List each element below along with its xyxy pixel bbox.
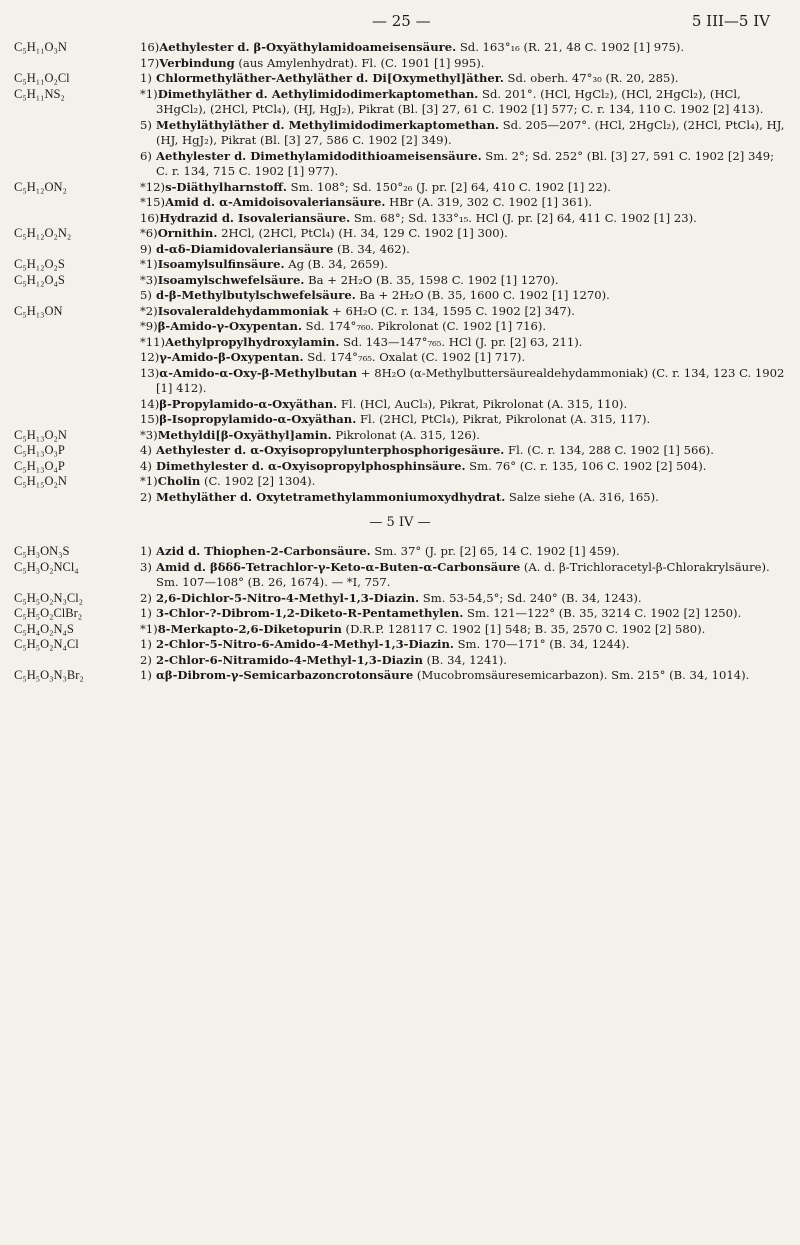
formula: C₅H₁₂O₂N₂ (14, 226, 72, 240)
formula: C₅H₁₃O₂N (14, 427, 67, 442)
compound-details: Sm. 170—171° (B. 34, 1244). (453, 637, 630, 651)
compound-details: Fl. (C. r. 134, 288 C. 1902 [1] 566). (504, 443, 714, 457)
compound-details: Sm. 108°; Sd. 150°₂₆ (J. pr. [2] 64, 410 C. 1902 [1] 22). (286, 179, 611, 194)
compound-item (140, 560, 786, 591)
compound-item (140, 211, 786, 227)
compound-name: γ-Amido-β-Oxypentan. (159, 350, 304, 364)
compound-item (140, 443, 786, 459)
compound-item (140, 257, 786, 273)
compound-name: Methyldi[β-Oxyäthyl]amin. (157, 427, 332, 442)
compound-name: d-β-Methylbutylschwefelsäure. (156, 288, 356, 302)
item-number: *1) (140, 621, 158, 636)
compound-item (140, 304, 786, 320)
item-number: *1) (140, 257, 158, 271)
item-number: 16) (140, 40, 160, 54)
formula: C₅H₅O₂N₄Cl (14, 637, 79, 651)
section-5-iii (14, 40, 786, 505)
item-number: 1) (140, 606, 152, 620)
compound-details: Sd. 174°₇₆₅. Oxalat (C. 1902 [1] 717). (303, 350, 526, 364)
compound-name: Methyläther d. Oxytetramethylammoniumoxydhydrat. (156, 489, 506, 504)
item-number: 5) (140, 288, 152, 302)
formula-entry (14, 606, 786, 622)
compound-item (140, 606, 786, 622)
compound-list (140, 622, 786, 638)
compound-details: Sm. 37° (J. pr. [2] 65, 14 C. 1902 [1] 459). (370, 544, 620, 558)
formula-entry (14, 544, 786, 560)
compound-list (140, 606, 786, 622)
compound-details: Sd. 174°₇₆₀. Pikrolonat (C. 1902 [1] 716). (302, 319, 547, 333)
compound-details: Sm. 53-54,5°; Sd. 240° (B. 34, 1243). (419, 590, 642, 605)
item-number: 6) (140, 148, 152, 163)
item-number: *11) (140, 334, 166, 349)
compound-list (140, 668, 786, 684)
compound-item (140, 242, 786, 258)
formula-entry (14, 560, 786, 591)
compound-list (140, 40, 786, 71)
compound-list (140, 443, 786, 459)
compound-list (140, 273, 786, 304)
compound-details: Sd. 205—207°. (HCl, 2HgCl₂), (2HCl, PtCl₄), HJ, (HJ, HgJ₂), Pikrat (Bl. [3] 27, 586 C. 1902 [2] 349). (156, 117, 785, 147)
compound-name: 2-Chlor-5-Nitro-6-Amido-4-Methyl-1,3-Diazin. (156, 637, 454, 651)
compound-list (140, 87, 786, 180)
formula: C₅H₁₁O₂Cl (14, 71, 70, 85)
formula-entry (14, 273, 786, 304)
item-number: *12) (140, 179, 166, 194)
compound-name: 3-Chlor-?-Dibrom-1,2-Diketo-R-Pentamethylen. (156, 606, 464, 620)
formula-entry (14, 304, 786, 428)
item-number: *3) (140, 427, 158, 442)
formula: C₅H₁₂O₂S (14, 257, 65, 271)
compound-list (140, 71, 786, 87)
item-number: 3) (140, 559, 152, 574)
compound-details: Pikrolonat (A. 315, 126). (331, 427, 480, 442)
formula: C₅H₅O₂N₃Cl₂ (14, 590, 84, 605)
item-number: 1) (140, 71, 152, 85)
formula-entry (14, 428, 786, 444)
compound-list (140, 257, 786, 273)
compound-item (140, 319, 786, 335)
formula: C₅H₅O₃N₃Br₂ (14, 668, 84, 682)
formula-entry (14, 443, 786, 459)
compound-item (140, 490, 786, 506)
item-number: 14) (140, 396, 160, 411)
compound-name: Aethylester d. α-Oxyisopropylunterphosphorigesäure. (156, 443, 505, 457)
item-number: *15) (140, 195, 166, 209)
compound-item (140, 273, 786, 289)
compound-name: β-Propylamido-α-Oxyäthan. (159, 396, 338, 411)
item-number: 2) (140, 590, 152, 605)
compound-details: (A. d. β-Trichloracetyl-β-Chlorakrylsäure). Sm. 107—108° (B. 26, 1674). — *I, 757. (156, 559, 770, 589)
compound-name: α-Amido-α-Oxy-β-Methylbutan (159, 365, 358, 380)
compound-details: Fl. (2HCl, PtCl₄), Pikrat, Pikrolonat (A. 315, 117). (356, 412, 651, 426)
compound-item (140, 350, 786, 366)
formula: C₅H₁₁NS₂ (14, 86, 65, 101)
compound-details: Fl. (HCl, AuCl₃), Pikrat, Pikrolonat (A. 315, 110). (337, 396, 628, 411)
formula: C₅H₁₅O₂N (14, 474, 67, 488)
formula-entry (14, 459, 786, 475)
compound-name: s-Diäthylharnstoff. (165, 179, 287, 194)
page-header (0, 10, 800, 34)
compound-item (140, 195, 786, 211)
item-number: 4) (140, 443, 152, 457)
compound-name: Aethylpropylhydroxylamin. (165, 334, 340, 349)
compound-details: + 6H₂O (C. r. 134, 1595 C. 1902 [2] 347). (328, 303, 575, 318)
item-number: 1) (140, 668, 152, 682)
formula: C₅H₅O₂ClBr₂ (14, 606, 83, 620)
compound-item (140, 56, 786, 72)
compound-list (140, 459, 786, 475)
formula-entry (14, 637, 786, 668)
item-number: *1) (140, 86, 158, 101)
compound-item (140, 40, 786, 56)
compound-list (140, 180, 786, 227)
formula-entry (14, 591, 786, 607)
compound-details: Salze siehe (A. 316, 165). (505, 489, 659, 504)
compound-list (140, 226, 786, 257)
formula-entry (14, 226, 786, 257)
section-divider: — 5 IV — (369, 515, 431, 530)
compound-name: 8-Merkapto-2,6-Diketopurin (157, 621, 342, 636)
compound-details: HBr (A. 319, 302 C. 1902 [1] 361). (385, 195, 593, 209)
item-number: 15) (140, 412, 160, 426)
item-number: 9) (140, 241, 152, 256)
formula: C₅H₁₂ON₂ (14, 179, 67, 194)
compound-name: Isoamylsulfinsäure. (157, 257, 285, 271)
compound-list (140, 544, 786, 560)
formula: C₅H₄O₂N₄S (14, 621, 74, 636)
compound-name: Hydrazid d. Isovaleriansäure. (159, 210, 351, 225)
compound-name: Amid d. βδδδ-Tetrachlor-γ-Keto-α-Buten-α-Carbonsäure (156, 559, 521, 574)
compound-name: Aethylester d. Dimethylamidodithioameisensäure. (156, 148, 482, 163)
item-number: 12) (140, 350, 160, 364)
item-number: 1) (140, 637, 152, 651)
item-number: 1) (140, 544, 152, 558)
compound-details: Ag (B. 34, 2659). (284, 257, 388, 271)
compound-name: αβ-Dibrom-γ-Semicarbazoncrotonsäure (156, 668, 414, 682)
item-number: *6) (140, 226, 158, 240)
compound-item (140, 622, 786, 638)
compound-item (140, 87, 786, 118)
compound-name: Dimethylester d. α-Oxyisopropylphosphinsäure. (156, 458, 466, 473)
compound-item (140, 653, 786, 669)
compound-item (140, 118, 786, 149)
compound-name: Azid d. Thiophen-2-Carbonsäure. (156, 544, 371, 558)
formula: C₅H₁₁O₃N (14, 40, 67, 54)
compound-item (140, 668, 786, 684)
compound-name: 2-Chlor-6-Nitramido-4-Methyl-1,3-Diazin (156, 652, 423, 667)
compound-name: Isoamylschwefelsäure. (157, 272, 305, 287)
compound-details: Sd. oberh. 47°₃₀ (R. 20, 285). (503, 71, 679, 85)
compound-details: (Mucobromsäuresemicarbazon). Sm. 215° (B. 34, 1014). (413, 668, 750, 682)
compound-details: (B. 34, 462). (333, 241, 410, 256)
compound-item (140, 397, 786, 413)
compound-name: Verbindung (159, 55, 235, 70)
compound-list (140, 474, 786, 505)
compound-item (140, 180, 786, 196)
formula-entry (14, 180, 786, 227)
compound-list (140, 560, 786, 591)
compound-item (140, 459, 786, 475)
compound-item (140, 412, 786, 428)
formula: C₅H₃O₂NCl₄ (14, 559, 79, 574)
compound-item (140, 366, 786, 397)
compound-details: Ba + 2H₂O (B. 35, 1600 C. 1902 [1] 1270). (355, 288, 610, 302)
section-5-iv (14, 544, 786, 684)
compound-item (140, 335, 786, 351)
item-number: *2) (140, 303, 158, 318)
compound-details: (aus Amylenhydrat). Fl. (C. 1901 [1] 995). (234, 55, 485, 70)
formula-entry (14, 257, 786, 273)
compound-name: Ornithin. (157, 226, 218, 240)
compound-details: Sm. 121—122° (B. 35, 3214 C. 1902 [2] 1250). (463, 606, 742, 620)
item-number: *3) (140, 272, 158, 287)
compound-name: Chlormethyläther-Aethyläther d. Di[Oxymethyl]äther. (156, 71, 504, 85)
compound-name: Methyläthyläther d. Methylimidodimerkaptomethan. (156, 117, 500, 132)
formula-entry (14, 87, 786, 180)
section-range: 5 III—5 IV (691, 12, 770, 30)
compound-item (140, 226, 786, 242)
compound-details: (D.R.P. 128117 C. 1902 [1] 548; B. 35, 2570 C. 1902 [2] 580). (341, 621, 706, 636)
formula: C₅H₁₃ON (14, 303, 63, 318)
item-number: 2) (140, 652, 152, 667)
compound-name: Isovaleraldehydammoniak (157, 303, 329, 318)
compound-item (140, 149, 786, 180)
page-number: — 25 — (372, 12, 431, 30)
compound-details: Sd. 163°₁₆ (R. 21, 48 C. 1902 [1] 975). (456, 40, 685, 54)
item-number: 16) (140, 210, 160, 225)
compound-details: Sd. 201°. (HCl, HgCl₂), (HCl, 2HgCl₂), (HCl, 3HgCl₂), (2HCl, PtCl₄), (HJ, HgJ₂), Pikrat (Bl. [3] 27, 61 C. 1902 [1] 577; C. r. 134, 110 C. 1902 [2] 413). (156, 86, 764, 116)
compound-name: 2,6-Dichlor-5-Nitro-4-Methyl-1,3-Diazin. (156, 590, 420, 605)
compound-item (140, 544, 786, 560)
entries (14, 40, 786, 684)
compound-item (140, 637, 786, 653)
item-number: 13) (140, 365, 160, 380)
formula-entry (14, 71, 786, 87)
formula: C₅H₁₃O₄P (14, 458, 65, 473)
compound-item (140, 591, 786, 607)
formula-entry (14, 668, 786, 684)
compound-name: β-Isopropylamido-α-Oxyäthan. (159, 412, 357, 426)
compound-item (140, 71, 786, 87)
item-number: *9) (140, 319, 158, 333)
compound-name: Dimethyläther d. Aethylimidodimerkaptomethan. (157, 86, 479, 101)
compound-name: Amid d. α-Amidoisovaleriansäure. (165, 195, 386, 209)
compound-name: d-αδ-Diamidovaleriansäure (156, 241, 334, 256)
formula: C₅H₁₃O₃P (14, 443, 65, 457)
compound-name: Cholin (157, 474, 201, 488)
formula-entry (14, 474, 786, 505)
compound-details: Sm. 2°; Sd. 252° (Bl. [3] 27, 591 C. 1902 [2] 349; C. r. 134, 715 C. 1902 [1] 977). (156, 148, 775, 178)
formula-entry (14, 40, 786, 71)
compound-details: (B. 34, 1241). (422, 652, 507, 667)
item-number: *1) (140, 474, 158, 488)
compound-details: (C. 1902 [2] 1304). (200, 474, 316, 488)
item-number: 4) (140, 458, 152, 473)
compound-list (140, 428, 786, 444)
formula: C₅H₃ON₃S (14, 544, 70, 558)
compound-details: Sd. 143—147°₇₆₅. HCl (J. pr. [2] 63, 211). (339, 334, 583, 349)
compound-name: Aethylester d. β-Oxyäthylamidoameisensäure. (159, 40, 457, 54)
formula: C₅H₁₂O₄S (14, 272, 65, 287)
compound-name: β-Amido-γ-Oxypentan. (157, 319, 302, 333)
compound-item (140, 474, 786, 490)
compound-details: Ba + 2H₂O (B. 35, 1598 C. 1902 [1] 1270). (304, 272, 559, 287)
compound-list (140, 591, 786, 607)
formula-entry (14, 622, 786, 638)
compound-details: Sm. 68°; Sd. 133°₁₅. HCl (J. pr. [2] 64, 411 C. 1902 [1] 23). (350, 210, 697, 225)
item-number: 5) (140, 117, 152, 132)
compound-item (140, 428, 786, 444)
compound-details: Sm. 76° (C. r. 135, 106 C. 1902 [2] 504). (465, 458, 707, 473)
compound-list (140, 304, 786, 428)
compound-details: + 8H₂O (α-Methylbuttersäurealdehydammoniak) (C. r. 134, 123 C. 1902 [1] 412). (156, 365, 785, 395)
compound-details: 2HCl, (2HCl, PtCl₄) (H. 34, 129 C. 1902 [1] 300). (217, 226, 508, 240)
compound-list (140, 637, 786, 668)
item-number: 2) (140, 489, 152, 504)
compound-item (140, 288, 786, 304)
item-number: 17) (140, 55, 160, 70)
